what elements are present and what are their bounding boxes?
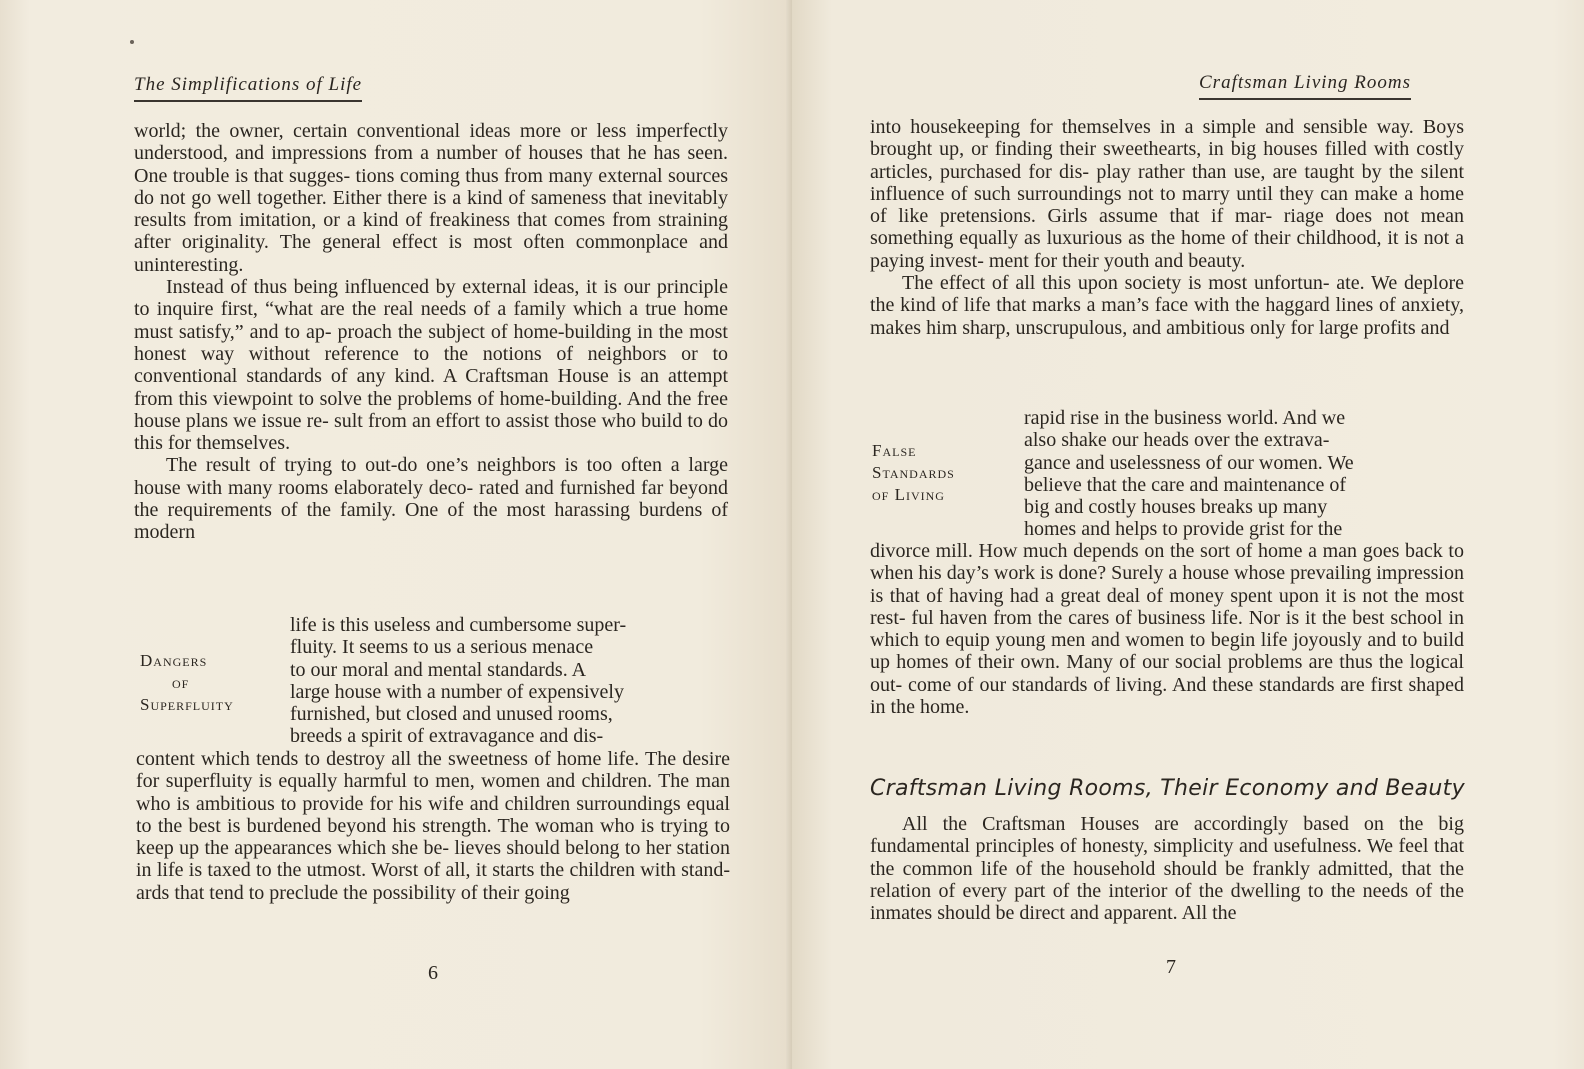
left-page-number: 6 — [428, 962, 438, 984]
right-paragraph-1: into housekeeping for themselves in a simple and sensible way. Boys brought up, or finding their sweethearts, in big houses filled with costly articles, purchased for dis- play rather than use, are taught by the silent influence of such surroundings not to marry until they can make a home of like pretensions. Girls assume that if mar- riage does not mean something equally as luxurious as the home of their childhood, it is not a paying invest- ment for their youth and beauty. — [870, 116, 1464, 272]
right-main-text — [870, 116, 1464, 339]
right-side-line: believe that the care and maintenance of — [1024, 473, 1347, 496]
left-running-head: The Simplifications of Life — [134, 74, 362, 102]
right-side-line: homes and helps to provide grist for the — [1024, 518, 1343, 541]
left-continuation-text: content which tends to destroy all the sweetness of home life. The desire for superfluity is equally harmful to men, women and children. The man who is ambitious to provide for his wife and children surroundings equal to the best is burdened beyond his strength. The woman who is trying to keep up the appearances which she be- lieves should belong to her station in life is taxed to the utmost. Worst of all, it starts the children with stand- ards that tend to preclude the possibility of their going — [136, 748, 730, 904]
left-main-text — [134, 120, 728, 544]
sidenote-label-line: Superfluity — [140, 695, 234, 714]
right-side-line: rapid rise in the business world. And we — [1024, 407, 1346, 429]
right-running-head: Craftsman Living Rooms — [1199, 72, 1411, 100]
left-side-line: to our moral and mental standards. A — [290, 658, 587, 681]
sidenote-label-line: False — [872, 441, 917, 460]
left-paragraph-2: Instead of thus being influenced by external ideas, it is our principle to inquire first, “what are the real needs of a family which a true home must satisfy,” and to ap- proach the subject of home-building in the most honest way without reference to the notions of neighbors or to conventional standards of any kind. A Craftsman House is an attempt from this viewpoint to solve the problems of home-building. And the free house plans we issue re- sult from an effort to assist those who build to do this for themselves. — [134, 276, 728, 455]
left-side-line: fluity. It seems to us a serious menace — [290, 636, 594, 659]
sidenote-dangers-of-superfluity — [140, 650, 272, 716]
paper-speck — [130, 40, 134, 44]
right-page — [792, 0, 1584, 1069]
left-sidenote-text — [290, 614, 730, 748]
sidenote-false-standards-of-living — [872, 440, 1002, 506]
left-side-line: large house with a number of expensively — [290, 680, 624, 703]
right-side-line: big and costly houses breaks up many — [1024, 496, 1328, 519]
section-heading: Craftsman Living Rooms, Their Economy and Beauty — [870, 776, 1465, 801]
sidenote-label-line: of Living — [872, 485, 945, 504]
sidenote-label-line: of — [172, 673, 190, 692]
left-side-line: life is this useless and cumbersome super- — [290, 614, 627, 636]
right-paragraph-2-start: The effect of all this upon society is most unfortun- ate. We deplore the kind of life that marks a man’s face with the haggard lines of anxiety, makes him sharp, unscrupulous, and ambitious only for large profits and — [870, 272, 1464, 339]
sidenote-label-line: Standards — [872, 463, 955, 482]
right-page-number: 7 — [1166, 956, 1176, 978]
left-side-line: furnished, but closed and unused rooms, — [290, 703, 613, 726]
right-sidenote-text — [1024, 407, 1464, 541]
right-paragraph-2-end: divorce mill. How much depends on the sort of home a man goes back to when his day’s work is done? Surely a house whose prevailing impression is that of having had a great deal of money spent upon it is not the most rest- ful haven from the cares of business life. Nor is it the best school in which to equip young men and women to begin life joyously and to build up homes of their own. Many of our social problems are thus the logical out- come of our standards of living. And these standards are first shaped in the home. — [870, 540, 1464, 719]
right-side-line: also shake our heads over the extrava- — [1024, 429, 1330, 452]
right-paragraph-3: All the Craftsman Houses are accordingly based on the big fundamental principles of honesty, simplicity and usefulness. We feel that the common life of the household should be frankly admitted, that the relation of every part of the interior of the dwelling to the needs of the inmates should be direct and apparent. All the — [870, 813, 1464, 925]
right-side-line: gance and uselessness of our women. We — [1024, 451, 1354, 474]
left-side-line: breeds a spirit of extravagance and dis- — [290, 725, 604, 748]
left-paragraph-3: The result of trying to out-do one’s neighbors is too often a large house with many rooms elaborately deco- rated and furnished far beyond the requirements of the family. One of the most harassing burdens of modern — [134, 454, 728, 544]
left-paragraph-1: world; the owner, certain conventional ideas more or less imperfectly understood, and impressions from a number of houses that he has seen. One trouble is that sugges- tions coming thus from many external sources do not go well together. Either there is a kind of sameness that inevitably results from imitation, or a kind of freakiness that comes from straining after originality. The general effect is most often commonplace and uninteresting. — [134, 120, 728, 276]
sidenote-label-line: Dangers — [140, 651, 208, 670]
